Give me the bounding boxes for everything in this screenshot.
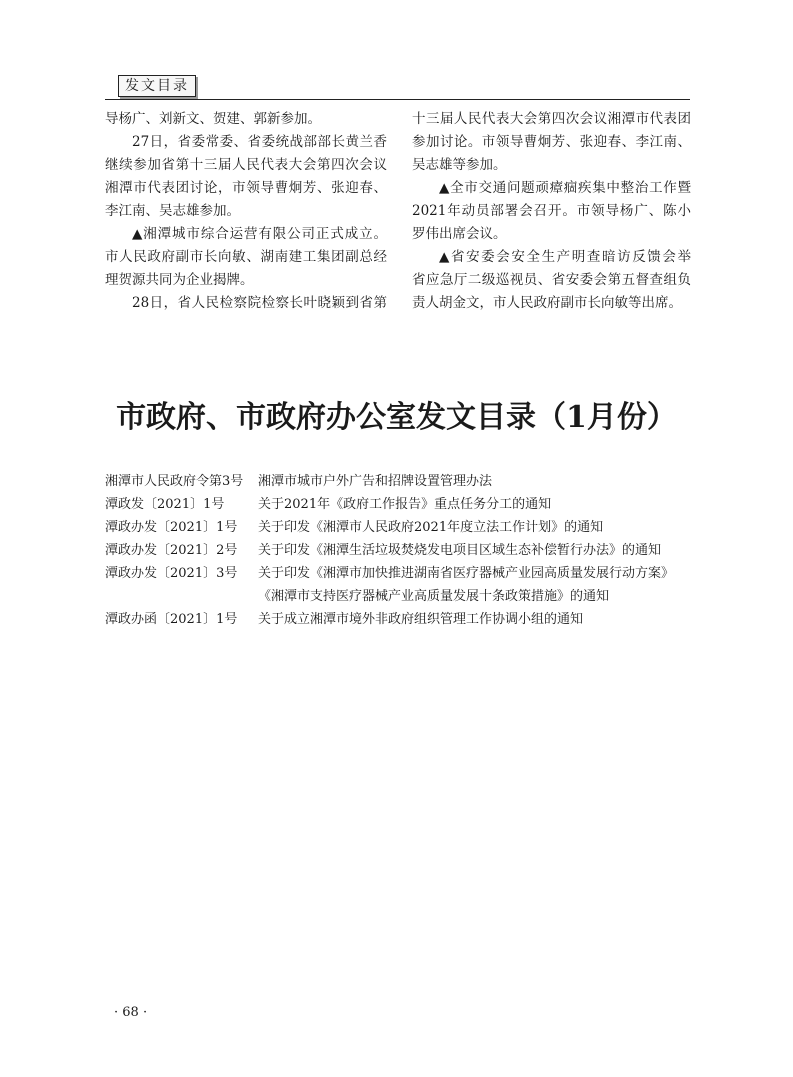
document-number: 潭政办发〔2021〕2号 bbox=[105, 543, 238, 558]
news-line: 导杨广、刘新文、贺建、郭新参加。 bbox=[105, 111, 321, 127]
news-line: 市人民政府副市长向敏、湖南建工集团副总经 bbox=[105, 249, 387, 265]
list-title: 市政府、市政府办公室发文目录（1月份） bbox=[116, 400, 677, 435]
document-row bbox=[105, 493, 705, 516]
news-line: 继续参加省第十三届人民代表大会第四次会议 bbox=[105, 157, 387, 173]
document-row bbox=[105, 470, 705, 493]
document-number: 潭政发〔2021〕1号 bbox=[105, 497, 225, 512]
news-line: 2021年动员部署会召开。市领导杨广、陈小 bbox=[412, 203, 691, 219]
document-number: 湘潭市人民政府令第3号 bbox=[105, 474, 244, 489]
document-number: 潭政办发〔2021〕3号 bbox=[105, 566, 238, 581]
news-column-right bbox=[412, 108, 691, 315]
news-line: 28日，省人民检察院检察长叶晓颖到省第 bbox=[132, 295, 387, 311]
news-column-left bbox=[105, 108, 387, 315]
header-divider bbox=[105, 99, 690, 100]
document-row bbox=[105, 539, 705, 562]
section-label: 发文目录 bbox=[118, 75, 196, 97]
news-line: 吴志雄等参加。 bbox=[412, 157, 507, 173]
news-line: 理贺源共同为企业揭牌。 bbox=[105, 272, 254, 288]
news-line: ▲湘潭城市综合运营有限公司正式成立。 bbox=[132, 226, 387, 242]
document-row bbox=[105, 562, 705, 608]
news-line: ▲省安委会安全生产明查暗访反馈会举 bbox=[439, 249, 691, 265]
news-line: 十三届人民代表大会第四次会议湘潭市代表团 bbox=[412, 111, 691, 127]
document-list bbox=[105, 470, 705, 631]
news-line: 湘潭市代表团讨论，市领导曹炯芳、张迎春、 bbox=[105, 180, 387, 196]
document-title: 湘潭市城市户外广告和招牌设置管理办法 bbox=[258, 474, 493, 489]
news-line: 李江南、吴志雄参加。 bbox=[105, 203, 240, 219]
document-title: 关于印发《湘潭生活垃圾焚烧发电项目区域生态补偿暂行办法》的通知 bbox=[258, 543, 662, 558]
news-line: 省应急厅二级巡视员、省安委会第五督查组负 bbox=[412, 272, 691, 288]
document-row bbox=[105, 516, 705, 539]
document-number: 潭政办函〔2021〕1号 bbox=[105, 612, 238, 627]
news-line: 27日，省委常委、省委统战部部长黄兰香 bbox=[132, 134, 387, 150]
news-line: 参加讨论。市领导曹炯芳、张迎春、李江南、 bbox=[412, 134, 691, 150]
news-line: 罗伟出席会议。 bbox=[412, 226, 507, 242]
news-line: 责人胡金文，市人民政府副市长向敏等出席。 bbox=[412, 295, 682, 311]
news-line: ▲全市交通问题顽瘴痼疾集中整治工作暨 bbox=[439, 180, 691, 196]
document-title: 关于2021年《政府工作报告》重点任务分工的通知 bbox=[258, 497, 552, 512]
document-title-continuation: 《湘潭市支持医疗器械产业高质量发展十条政策措施》的通知 bbox=[258, 589, 610, 604]
document-row bbox=[105, 608, 705, 631]
page-number: · 68 · bbox=[114, 1005, 148, 1020]
document-number: 潭政办发〔2021〕1号 bbox=[105, 520, 238, 535]
document-title: 关于成立湘潭市境外非政府组织管理工作协调小组的通知 bbox=[258, 612, 584, 627]
document-title: 关于印发《湘潭市人民政府2021年度立法工作计划》的通知 bbox=[258, 520, 604, 535]
document-title: 关于印发《湘潭市加快推进湖南省医疗器械产业园高质量发展行动方案》 bbox=[258, 566, 675, 581]
